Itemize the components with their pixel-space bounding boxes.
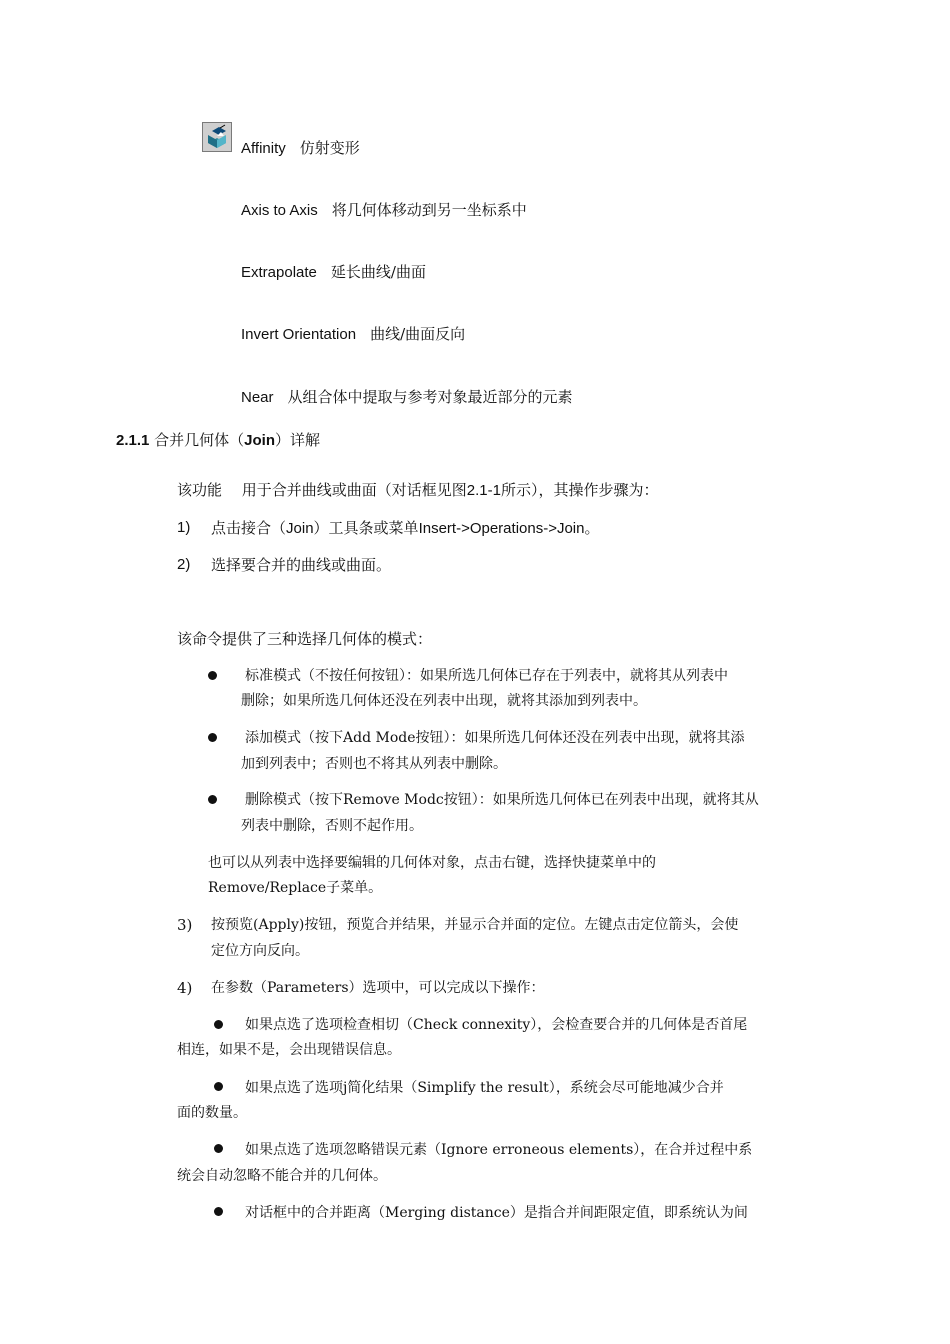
- command-name: Extrapolate: [241, 264, 317, 281]
- modes-intro: 该命令提供了三种选择几何体的模式：: [177, 630, 433, 648]
- step-1-text: 点击接合（: [211, 519, 287, 537]
- also-line2: Remove/Replace子菜单。: [208, 880, 383, 896]
- mode-standard-line2: 删除；如果所选几何体还没在列表中出现，就将其添加到列表中。: [241, 693, 647, 709]
- command-affinity: [241, 138, 360, 159]
- option-merging-text: 对话框中的合并距离（Merging distance）: [245, 1205, 524, 1221]
- bullet-icon: [214, 1207, 223, 1216]
- option-simplify-line1: [245, 1077, 724, 1098]
- bullet-icon: [208, 795, 217, 804]
- mode-remove-line1: 删除模式（按下Remove Modc按钮）：如果所选几何体已在列表中出现，就将其从: [245, 792, 759, 808]
- step-number: 1): [177, 519, 191, 536]
- option-ignore-text-end: ，在合并过程中系: [640, 1141, 753, 1157]
- step-1-text-end: 。: [584, 519, 600, 537]
- menu-path: Insert->Operations->Join: [418, 520, 585, 537]
- step-1: [211, 518, 600, 539]
- mode-add-line2: 加到列表中；否则也不将其从列表中删除。: [241, 756, 507, 772]
- mode-standard-line1: 标准模式（不按任何按钮）：如果所选几何体已存在于列表中，就将其从列表中: [245, 668, 728, 684]
- figure-ref: 2.1-1: [466, 482, 501, 499]
- command-invert-orientation: [241, 324, 465, 345]
- command-name: Near: [241, 389, 274, 406]
- affinity-icon-graphic: [203, 123, 231, 151]
- join-term: Join: [286, 520, 314, 537]
- step-2: 选择要合并的曲线或曲面。: [211, 556, 392, 574]
- step-3-line1: 按预览(Apply)按钮，预览合并结果，并显示合并面的定位。左键点击定位箭头，会使: [211, 917, 739, 933]
- bullet-icon: [214, 1144, 223, 1153]
- step-number: 4): [177, 979, 193, 997]
- option-merging-distance-line1: [245, 1202, 748, 1223]
- step-1-text-mid: ）工具条或菜单: [313, 519, 419, 537]
- command-desc: 延长曲线/曲面: [330, 263, 426, 281]
- step-4: 在参数（Parameters）选项中，可以完成以下操作：: [211, 980, 545, 996]
- affinity-icon: [202, 122, 232, 152]
- command-extrapolate: [241, 262, 426, 283]
- command-name: Axis to Axis: [241, 202, 318, 219]
- option-ignore-errors-line2: 统会自动忽略不能合并的几何体。: [177, 1167, 387, 1183]
- intro-text: 该功能 用于合并曲线或曲面（对话框见图: [177, 481, 467, 499]
- option-check-connexity-line2: 相连，如果不是，会出现错误信息。: [177, 1042, 401, 1058]
- section-title-join: Join: [244, 432, 276, 449]
- section-heading: [116, 430, 320, 451]
- bullet-icon: [214, 1020, 223, 1029]
- command-name: Invert Orientation: [241, 326, 357, 343]
- bullet-icon: [214, 1082, 223, 1091]
- mode-remove-line2: 列表中删除，否则不起作用。: [241, 818, 423, 834]
- section-title-post: ）详解: [275, 431, 321, 449]
- bullet-icon: [208, 733, 217, 742]
- mode-add-line1: 添加模式（按下Add Mode按钮）：如果所选几何体还没在列表中出现，就将其添: [245, 730, 745, 746]
- command-desc: 曲线/曲面反向: [370, 325, 466, 343]
- also-line1: 也可以从列表中选择要编辑的几何体对象，点击右键，选择快捷菜单中的: [208, 855, 656, 871]
- command-name: Affinity: [241, 140, 286, 157]
- intro-text-end: 所示），其操作步骤为：: [500, 481, 659, 499]
- bullet-icon: [208, 671, 217, 680]
- step-number: 3): [177, 916, 193, 934]
- option-simplify-line2: 面的数量。: [177, 1104, 247, 1120]
- option-simplify-text-end: ，系统会尽可能地减少合并: [555, 1079, 724, 1095]
- command-near: [241, 387, 573, 408]
- command-desc: 从组合体中提取与参考对象最近部分的元素: [287, 388, 573, 406]
- option-simplify-text: 如果点选了选项j简化结果（Simplify the result）: [245, 1080, 556, 1096]
- command-axis-to-axis: [241, 200, 527, 221]
- option-check-connexity-line1: 如果点选了选项检查相切（Check connexity），会检查要合并的几何体是否首尾: [245, 1017, 748, 1033]
- intro-paragraph: [177, 480, 659, 501]
- step-number: 2): [177, 556, 191, 573]
- section-number: 2.1.1: [116, 432, 150, 449]
- section-title-pre: 合并几何体（: [154, 431, 245, 449]
- option-merging-text-end: 是指合并间距限定值，即系统认为间: [523, 1204, 748, 1220]
- step-3-line2: 定位方向反向。: [211, 943, 309, 959]
- command-desc: 将几何体移动到另一坐标系中: [331, 201, 527, 219]
- option-ignore-errors-line1: [245, 1139, 752, 1160]
- option-ignore-text: 如果点选了选项忽略错误元素（Ignore erroneous elements）: [245, 1142, 641, 1158]
- command-desc: 仿射变形: [299, 139, 360, 157]
